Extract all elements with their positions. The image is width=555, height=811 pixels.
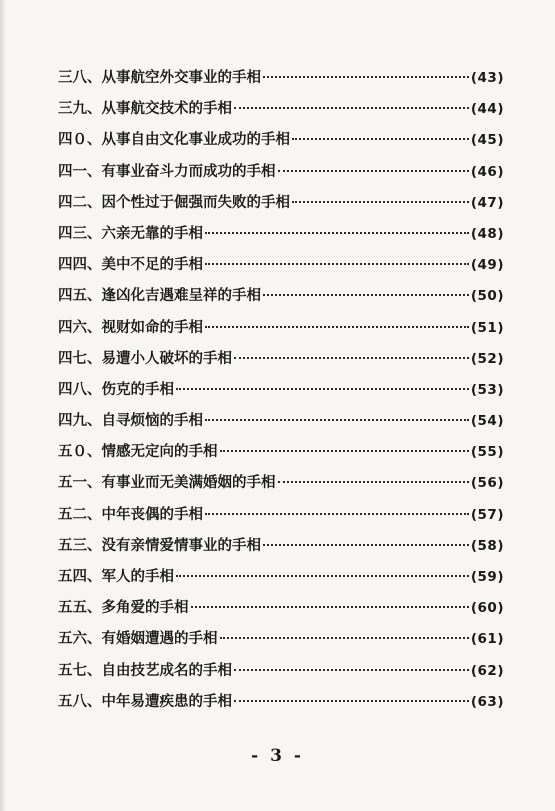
toc-entry-page: (59) (470, 569, 504, 585)
toc-entry-title: 从事航空外交事业的手相 (101, 69, 261, 86)
toc-entry-title: 有事业而无美满婚姻的手相 (101, 474, 276, 492)
toc-entry-title: 军人的手相 (101, 568, 174, 585)
toc-dot-leader (176, 387, 469, 390)
toc-entry-title: 自寻烦恼的手相 (101, 412, 203, 430)
toc-entry (58, 405, 504, 436)
toc-entry (58, 374, 504, 405)
toc-entry-number: 五四、 (58, 568, 102, 585)
toc-entry-page: (55) (470, 444, 504, 461)
toc-entry-number: 四八、 (58, 380, 102, 398)
table-of-contents (58, 62, 504, 717)
toc-entry-number: 四一、 (58, 162, 102, 180)
toc-entry-page: (52) (470, 350, 504, 367)
toc-entry-title: 伤克的手相 (101, 380, 174, 398)
toc-entry-title: 六亲无靠的手相 (101, 224, 203, 242)
toc-entry-number: 五０、 (58, 443, 102, 461)
toc-dot-leader (220, 636, 469, 639)
toc-dot-leader (176, 574, 469, 577)
toc-entry-page: (54) (470, 413, 504, 430)
toc-entry (58, 312, 504, 343)
toc-entry-page: (45) (470, 132, 504, 149)
toc-dot-leader (263, 543, 469, 546)
toc-entry-title: 多角爱的手相 (101, 599, 189, 617)
toc-entry-number: 四二、 (58, 193, 102, 211)
toc-dot-leader (205, 325, 469, 328)
toc-entry (58, 62, 504, 93)
toc-dot-leader (205, 231, 469, 234)
toc-entry-number: 五二、 (58, 505, 102, 523)
toc-entry-number: 四四、 (58, 256, 102, 274)
toc-entry-title: 情感无定向的手相 (101, 443, 218, 461)
toc-dot-leader (234, 668, 469, 671)
toc-entry-number: 四九、 (58, 412, 102, 430)
toc-entry-title: 自由技艺成名的手相 (101, 661, 232, 679)
toc-entry-page: (44) (470, 101, 504, 118)
toc-entry (58, 686, 504, 717)
toc-entry-page: (49) (470, 257, 504, 274)
toc-entry-title: 美中不足的手相 (101, 256, 203, 274)
toc-entry-title: 中年易遭疾患的手相 (101, 692, 232, 710)
toc-dot-leader (220, 449, 469, 452)
toc-entry (58, 156, 504, 187)
toc-dot-leader (292, 137, 469, 140)
toc-entry-page: (43) (470, 70, 504, 86)
toc-entry-number: 五六、 (58, 630, 102, 648)
toc-entry-page: (46) (470, 163, 504, 180)
toc-dot-leader (234, 106, 469, 109)
toc-entry-page: (56) (470, 475, 504, 492)
toc-entry-title: 从事航交技术的手相 (101, 100, 232, 118)
toc-entry-number: 四０、 (58, 131, 102, 149)
toc-entry (58, 436, 504, 467)
toc-entry-page: (47) (470, 194, 504, 211)
toc-entry-title: 中年丧偶的手相 (101, 505, 203, 523)
toc-entry (58, 93, 504, 124)
toc-dot-leader (263, 75, 469, 78)
toc-entry (58, 530, 504, 561)
page-number: - 3 - (251, 746, 304, 766)
toc-dot-leader (234, 356, 469, 359)
toc-dot-leader (205, 418, 469, 421)
toc-entry-number: 三八、 (58, 69, 102, 86)
toc-dot-leader (234, 699, 469, 702)
toc-dot-leader (205, 262, 469, 265)
toc-dot-leader (292, 200, 469, 203)
toc-entry-page: (62) (470, 662, 504, 679)
toc-entry-number: 五一、 (58, 474, 102, 492)
toc-entry-number: 五七、 (58, 661, 102, 679)
toc-entry (58, 623, 504, 654)
toc-entry-title: 逢凶化吉遇难呈祥的手相 (101, 287, 261, 305)
toc-entry-page: (61) (470, 631, 504, 648)
toc-entry-number: 四五、 (58, 287, 102, 305)
toc-entry (58, 467, 504, 498)
toc-entry (58, 249, 504, 280)
toc-entry-page: (53) (470, 381, 504, 398)
toc-entry-title: 视财如命的手相 (101, 318, 203, 336)
toc-entry-number: 五五、 (58, 599, 102, 617)
toc-entry-page: (51) (470, 319, 504, 336)
page-edge-shadow (0, 0, 6, 811)
toc-entry-page: (60) (470, 600, 504, 617)
toc-entry-number: 五八、 (58, 692, 102, 710)
toc-entry-page: (58) (470, 537, 504, 554)
toc-entry (58, 124, 504, 155)
toc-dot-leader (191, 605, 469, 608)
toc-entry (58, 218, 504, 249)
toc-entry-page: (50) (470, 288, 504, 305)
toc-dot-leader (278, 169, 469, 172)
toc-entry-number: 三九、 (58, 100, 102, 118)
toc-entry (58, 499, 504, 530)
toc-entry-title: 有婚姻遭遇的手相 (101, 630, 218, 648)
toc-entry-title: 因个性过于倔强而失败的手相 (101, 193, 290, 211)
toc-entry-title: 易遭小人破坏的手相 (101, 349, 232, 367)
toc-entry-title: 从事自由文化事业成功的手相 (101, 131, 290, 149)
toc-entry (58, 187, 504, 218)
toc-entry-page: (57) (470, 506, 504, 523)
toc-entry-title: 没有亲情爱情事业的手相 (101, 536, 261, 554)
toc-entry (58, 343, 504, 374)
toc-entry (58, 592, 504, 623)
toc-entry-number: 五三、 (58, 536, 102, 554)
toc-entry-page: (63) (470, 693, 504, 710)
toc-entry (58, 655, 504, 686)
toc-entry-number: 四七、 (58, 349, 102, 367)
toc-dot-leader (263, 293, 469, 296)
toc-dot-leader (205, 512, 469, 515)
toc-entry-title: 有事业奋斗力而成功的手相 (101, 162, 276, 180)
toc-entry (58, 561, 504, 592)
toc-entry-number: 四六、 (58, 318, 102, 336)
toc-entry (58, 280, 504, 311)
toc-entry-number: 四三、 (58, 224, 102, 242)
toc-entry-page: (48) (470, 225, 504, 242)
toc-dot-leader (278, 480, 469, 483)
